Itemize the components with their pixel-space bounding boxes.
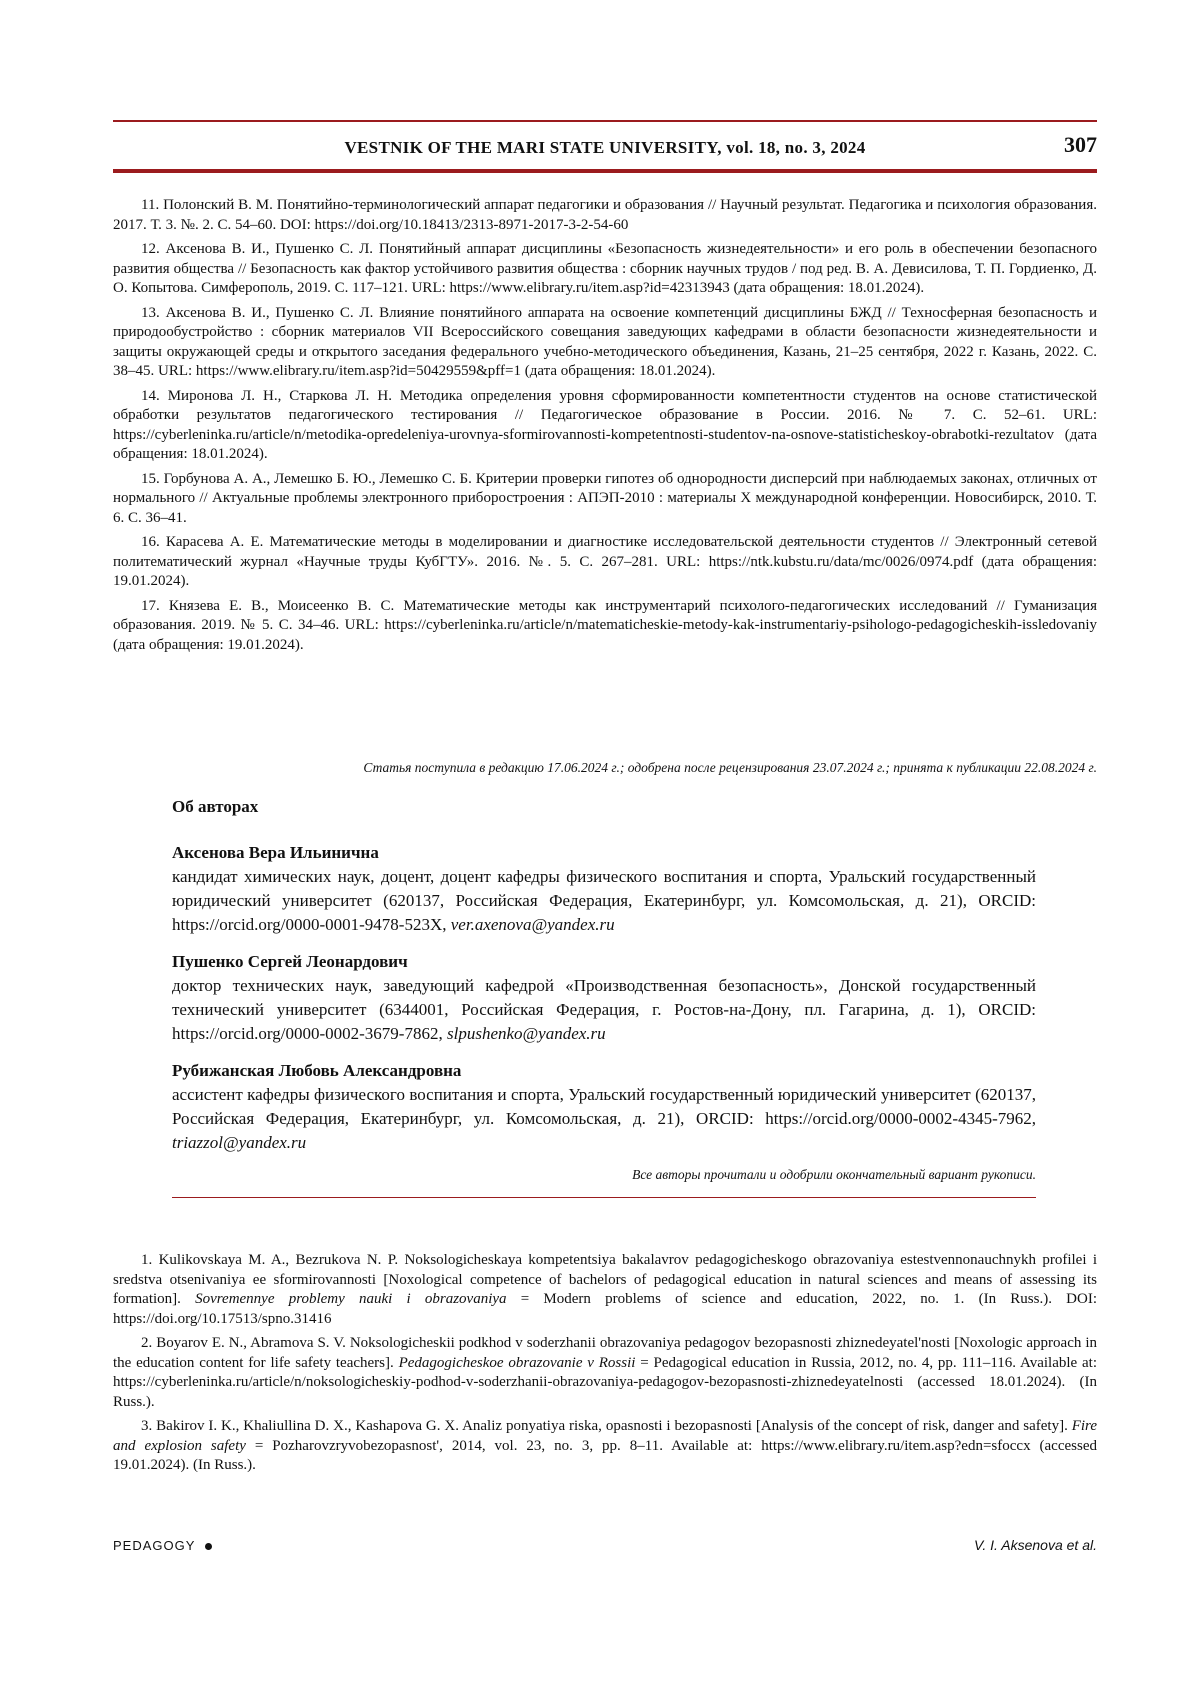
about-authors [172,795,1036,1168]
reference-item: 13. Аксенова В. И., Пушенко С. Л. Влияние понятийного аппарата на освоение компетенций дисциплины БЖД // Техносферная безопасность и природообустройство : сборник материалов VII Всероссийского совещания заведующих кафедрами в области безопасности жизнедеятельности и защиты окружающей среды и открытого заседания федерального учебно-методического объединения, Казань, 21–25 сентября, 2022 г. Казань, 2022. С. 38–45. URL: https://www.elibrary.ru/item.asp?id=50429559&pff=1 (дата обращения: 18.01.2024). [113,304,1097,379]
reference-item [113,1334,1097,1412]
reference-item: 16. Карасева А. Е. Математические методы в моделировании и диагностике исследовательской деятельности студентов // Электронный сетевой политематический журнал «Научные труды КубГТУ». 2016. №. 5. С. 267–281. URL: https://ntk.kubstu.ru/data/mc/0026/0974.pdf (дата обращения: 19.01.2024). [113,534,1097,589]
footer-section-label: PEDAGOGY [113,1538,196,1553]
reference-journal-title: Pedagogicheskoe obrazovanie v Rossii [398,1354,636,1371]
reference-item: 14. Миронова Л. Н., Старкова Л. Н. Методика определения уровня сформированности компетентности студентов на основе статистической обработки результатов педагогического тестирования // Педагогическое образование в России. 2016. № 7. С. 52–61. URL: https://cyberleninka.ru/article/n/metodika-opredeleniya-urovnya-sformirovannosti-kompetentnosti-studentov-na-osnove-statisticheskoy-obrabotki-rezultatov (дата обращения: 18.01.2024). [113,387,1097,462]
reference-item [113,1251,1097,1329]
author-block [172,1059,1036,1155]
author-name: Аксенова Вера Ильинична [172,843,379,862]
footer-section [113,1538,212,1553]
author-email[interactable]: slpushenko@yandex.ru [446,1024,606,1043]
reference-text: = Modern problems of science and education, 2022, no. 1. (In Russ.). DOI: https://doi.org/10.17513/spno.31416 [113,1291,1097,1327]
reference-text: 1. Kulikovskaya M. A., Bezrukova N. P. Noksologicheskaya kompetentsiya bakalavrov pedagogicheskogo obrazovaniya estestvennonauchnykh profilei i sredstva otsenivaniya ee sformirovannosti [Noxological competence of bachelors of pedagogical education in natural sciences and means of assessing its formation]. [113,1252,1097,1307]
author-block [172,841,1036,937]
author-email[interactable]: triazzol@yandex.ru [172,1133,307,1152]
author-name: Пушенко Сергей Леонардович [172,952,408,971]
header-rule-bottom [113,169,1097,173]
received-note: Статья поступила в редакцию 17.06.2024 г.; одобрена после рецензирования 23.07.2024 г.; принята к публикации 22.08.2024 г. [363,760,1097,775]
reference-item: 17. Князева Е. В., Моисеенко В. С. Математические методы как инструментарий психолого-педагогических исследований // Гуманизация образования. 2019. № 5. С. 34–46. URL: https://cyberleninka.ru/article/n/matematicheskie-metody-kak-instrumentariy-psihologo-pedagogicheskih-issledovaniy (дата обращения: 19.01.2024). [113,597,1097,653]
author-details: ассистент кафедры физического воспитания и спорта, Уральский государственный юридический университет (620137, Российская Федерация, Екатеринбург, ул. Комсомольская, д. 21), ORCID: https://orcid.org/0000-0002-4345-7962, [172,1085,1036,1128]
authors-heading: Об авторах [172,797,259,816]
authors-rule [172,1197,1036,1198]
author-block [172,950,1036,1046]
references-russian [113,196,1097,660]
journal-title: VESTNIK OF THE MARI STATE UNIVERSITY, vol. 18, no. 3, 2024 [344,138,866,157]
header-rule-top [113,120,1097,122]
author-details: кандидат химических наук, доцент, доцент кафедры физического воспитания и спорта, Уральский государственный юридический университет (620137, Российская Федерация, Екатеринбург, ул. Комсомольская, д. 21), ORCID: https://orcid.org/0000-0001-9478-523X, [172,867,1036,934]
page-number: 307 [1064,132,1097,157]
reference-text: 3. Bakirov I. K., Khaliullina D. X., Kashapova G. X. Analiz ponyatiya riska, opasnosti i bezopasnosti [Analysis of the concept of risk, danger and safety]. [141,1418,1072,1434]
author-name: Рубижанская Любовь Александровна [172,1061,462,1080]
author-email[interactable]: ver.axenova@yandex.ru [450,915,615,934]
reference-item [113,1417,1097,1476]
footer-authors: V. I. Aksenova et al. [974,1537,1097,1553]
approved-note: Все авторы прочитали и одобрили окончательный вариант рукописи. [632,1167,1036,1182]
reference-item: 12. Аксенова В. И., Пушенко С. Л. Понятийный аппарат дисциплины «Безопасность жизнедеятельности» и его роль в обеспечении безопасного развития общества // Безопасность как фактор устойчивого развития общества : сборник научных трудов / под ред. В. А. Девисилова, Т. П. Гордиенко, Д. О. Копытова. Симферополь, 2019. С. 117–121. URL: https://www.elibrary.ru/item.asp?id=42313943 (дата обращения: 18.01.2024). [113,241,1097,296]
reference-text: 2. Boyarov E. N., Abramova S. V. Noksologicheskii podkhod v soderzhanii obrazovaniya pedagogov bezopasnosti zhiznedeyatel'nosti [Noxologic approach in the education content for life safety teachers]. [113,1335,1097,1371]
author-details: доктор технических наук, заведующий кафедрой «Производственная безопасность», Донской государственный технический университет (6344001, Российская Федерация, г. Ростов-на-Дону, пл. Гагарина, д. 1), ORCID: https://orcid.org/0000-0002-3679-7862, [172,976,1036,1043]
reference-item: 15. Горбунова А. А., Лемешко Б. Ю., Лемешко С. Б. Критерии проверки гипотез об однородности дисперсий при наблюдаемых законах, отличных от нормального // Актуальные проблемы электронного приборостроения : АПЭП-2010 : материалы X международной конференции. Новосибирск, 2010. Т. 6. С. 36–41. [113,470,1097,526]
reference-text: = Pedagogical education in Russia, 2012, no. 4, pp. 111–116. Available at: https://cyberleninka.ru/article/n/noksologicheskiy-podhod-v-soderzhanii-obrazovaniya-pedagogov-bezopasnosti-zhiznedeyatelnosti (accessed 18.01.2024). (In Russ.). [113,1354,1097,1410]
references-english [113,1251,1097,1481]
reference-item: 11. Полонский В. М. Понятийно-терминологический аппарат педагогики и образования // Научный результат. Педагогика и психология образования. 2017. Т. 3. №. 2. С. 54–60. DOI: https://doi.org/10.18413/2313-8971-2017-3-2-54-60 [113,197,1097,233]
reference-journal-title: Fire and explosion safety [113,1418,1097,1454]
bullet-icon [205,1543,212,1550]
reference-journal-title: Sovremennye problemy nauki i obrazovaniya [195,1291,507,1307]
reference-text: = Pozharovzryvobezopasnost', 2014, vol. 23, no. 3, pp. 8–11. Available at: https://www.elibrary.ru/item.asp?edn=sfoccx (accessed 19.01.2024). (In Russ.). [113,1437,1097,1473]
